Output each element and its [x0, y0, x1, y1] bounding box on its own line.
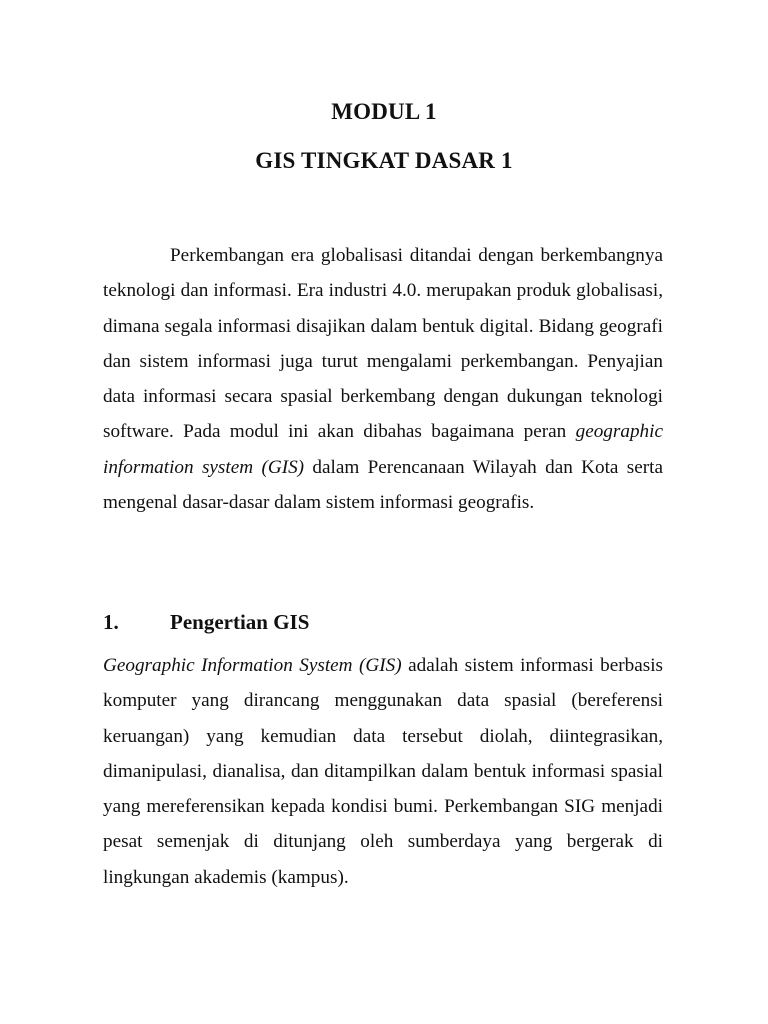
module-subtitle: GIS TINGKAT DASAR 1 — [255, 148, 513, 173]
section-number: 1. — [103, 610, 119, 634]
module-title: MODUL 1 — [331, 99, 437, 124]
definition-paragraph — [103, 648, 663, 895]
intro-paragraph — [103, 238, 663, 520]
section-heading — [103, 610, 663, 635]
definition-text: adalah sistem informasi berbasis komputer yang dirancang menggunakan data spasial (bereferensi keruangan) yang kemudian data tersebut diolah, diintegrasikan, dimanipulasi, dianalisa, dan ditampilkan dalam bentuk informasi spasial yang mereferensikan kepada kondisi bumi. Perkembangan SIG menjadi pesat semenjak di ditunjang oleh sumberdaya yang bergerak di lingkungan akademis (kampus). — [103, 655, 663, 888]
intro-italic-term: geographic information system (GIS) — [103, 421, 663, 478]
section-title: Pengertian GIS — [170, 610, 310, 634]
intro-text-end: dalam Perencanaan Wilayah dan Kota serta mengenal dasar-dasar dalam sistem informasi geografis. — [103, 456, 663, 514]
intro-text-start: Perkembangan era globalisasi ditandai dengan berkembangnya teknologi dan informasi. Era industri 4.0. merupakan produk globalisasi, dimana segala informasi disajikan dalam bentuk digital. Bidang geografi dan sistem informasi juga turut mengalami perkembangan. Penyajian data informasi secara spasial berkembang dengan dukungan teknologi software. Pada modul ini akan dibahas bagaimana peran — [103, 245, 663, 443]
definition-italic-term: Geographic Information System (GIS) — [103, 655, 402, 676]
